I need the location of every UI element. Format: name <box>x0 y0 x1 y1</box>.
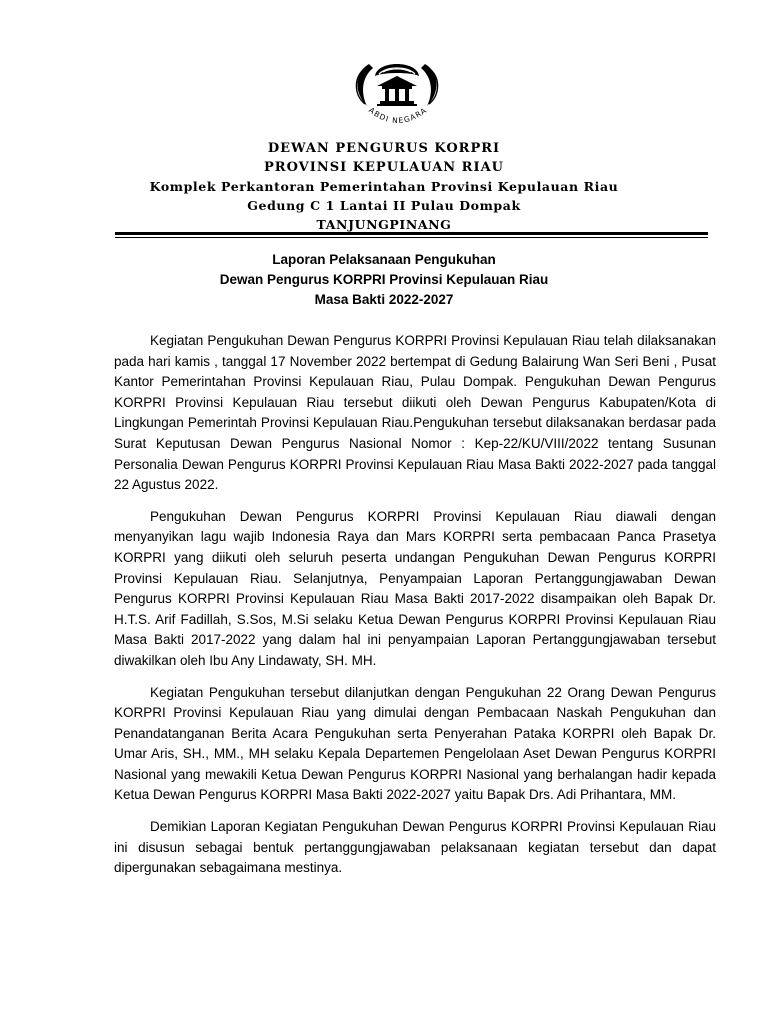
letterhead-city: TANJUNGPINANG <box>316 217 452 232</box>
body-paragraph: Kegiatan Pengukuhan Dewan Pengurus KORPRI Provinsi Kepulauan Riau telah dilaksanakan pada hari kamis , tanggal 17 November 2022 bertempat di Gedung Balairung Wan Seri Beni , Pusat Kantor Pemerintahan Provinsi Kepulauan Riau, Pulau Dompak. Pengukuhan Dewan Pengurus KORPRI Provinsi Kepulauan Riau tersebut diikuti oleh Dewan Pengurus Kabupaten/Kota di Lingkungan Pemerintah Provinsi Kepulauan Riau.Pengukuhan tersebut dilaksanakan berdasar pada Surat Keputusan Dewan Pengurus Nasional Nomor : Kep-22/KU/VIII/2022 tentang Susunan Personalia Dewan Pengurus KORPRI Provinsi Kepulauan Riau Masa Bakti 2022-2027 pada tanggal 22 Agustus 2022. <box>114 333 716 493</box>
logo-motto: ABDI NEGARA <box>367 105 429 126</box>
letterhead-divider-thin <box>115 237 708 238</box>
letterhead-divider-thick <box>115 232 708 235</box>
letterhead-province: PROVINSI KEPULAUAN RIAU <box>263 160 504 175</box>
body-paragraph: Kegiatan Pengukuhan tersebut dilanjutkan dengan Pengukuhan 22 Orang Dewan Pengurus KORPRI Provinsi Kepulauan Riau yang dimulai dengan Pembacaan Naskah Pengukuhan dan Penandatanganan Berita Acara Pengukuhan serta Penyerahan Pataka KORPRI oleh Bapak Dr. Umar Aris, SH., MM., MH selaku Kepala Departemen Pengelolaan Aset Dewan Pengurus KORPRI Nasional yang mewakili Ketua Dewan Pengurus KORPRI Nasional yang berhalangan hadir kepada Ketua Dewan Pengurus KORPRI Masa Bakti 2022-2027 yaitu Bapak Drs. Adi Prihantara, MM. <box>114 684 716 803</box>
letterhead-building: Gedung C 1 Lantai II Pulau Dompak <box>247 198 521 213</box>
report-body <box>114 331 716 890</box>
report-title-line1: Laporan Pelaksanaan Pengukuhan <box>272 252 496 267</box>
body-paragraph: Pengukuhan Dewan Pengurus KORPRI Provinsi Kepulauan Riau diawali dengan menyanyikan lagu wajib Indonesia Raya dan Mars KORPRI serta pembacaan Panca Prasetya KORPRI yang diikuti oleh seluruh peserta undangan Pengukuhan Dewan Pengurus KORPRI Provinsi Kepulauan Riau. Selanjutnya, Penyampaian Laporan Pertanggungjawaban Dewan Pengurus KORPRI Provinsi Kepulauan Riau Masa Bakti 2017-2022 disampaikan oleh Bapak Dr. H.T.S. Arif Fadillah, S.Sos, M.Si selaku Ketua Dewan Pengurus KORPRI Provinsi Kepulauan Riau Masa Bakti 2017-2022 yang dalam hal ini penyampaian Laporan Pertanggungjawaban tersebut diwakilkan oleh Ibu Any Lindawaty, SH. MH. <box>114 508 716 668</box>
report-title-line3: Masa Bakti 2022-2027 <box>314 292 454 307</box>
body-paragraph: Demikian Laporan Kegiatan Pengukuhan Dewan Pengurus KORPRI Provinsi Kepulauan Riau ini disusun sebagai bentuk pertanggungjawaban pelaksanaan kegiatan tersebut dan dapat dipergunakan sebagaimana mestinya. <box>114 819 716 876</box>
korpri-tree-emblem-icon <box>349 52 445 130</box>
letterhead-org: DEWAN PENGURUS KORPRI <box>267 141 501 156</box>
letterhead-address: Komplek Perkantoran Pemerintahan Provinsi Kepulauan Riau <box>149 179 619 194</box>
report-title <box>100 250 668 310</box>
korpri-logo <box>349 52 445 130</box>
report-title-line2: Dewan Pengurus KORPRI Provinsi Kepulauan Riau <box>219 272 549 287</box>
letterhead <box>60 139 708 234</box>
